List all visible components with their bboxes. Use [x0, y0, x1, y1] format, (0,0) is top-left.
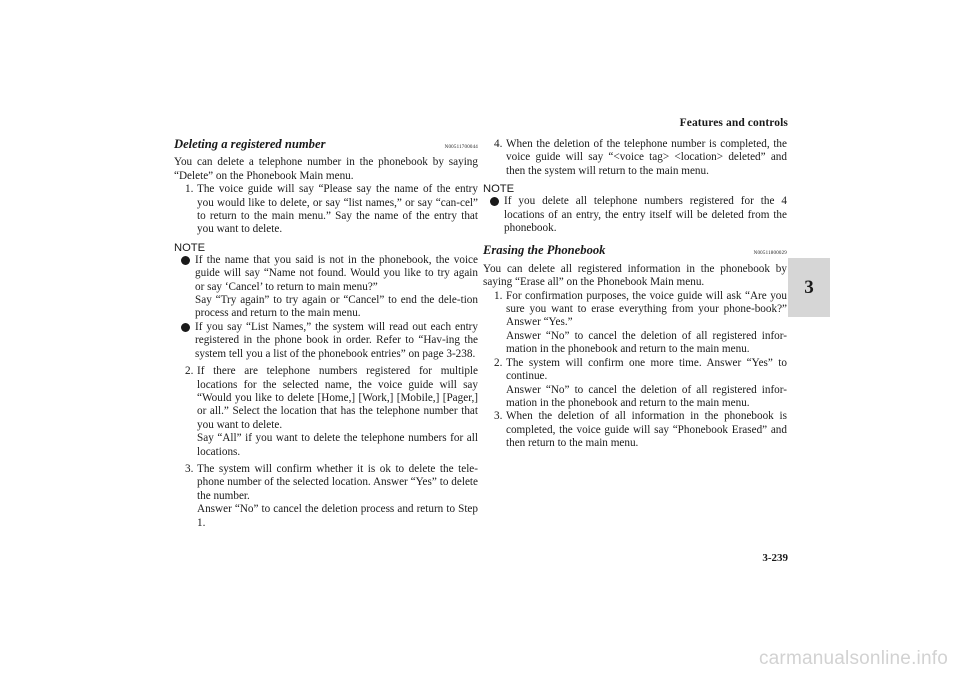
- right-column: [483, 138, 787, 451]
- bullet-icon: [181, 256, 190, 265]
- section-code: N00511800029: [753, 251, 787, 257]
- section-code: N00511700044: [444, 145, 478, 150]
- step-item: 3. The system will confirm whether it is ok to delete the tele-phone number of the selected location. Answer “Yes” to delete the number. Answer “No” to cancel the deletion process and return to Step 1.: [185, 462, 478, 529]
- bullet-icon: [490, 197, 499, 206]
- section-title: Erasing the Phonebook: [483, 243, 606, 258]
- step-item: 2. If there are telephone numbers registered for multiple locations for the selected name, the voice guide will say “Would you like to delete [Home,] [Work,] [Mobile,] [Pager,] or all.” Select the location that has the telephone number that you want to delete. Say “All” if you want to delete the telephone numbers for all locations.: [185, 365, 478, 458]
- section-heading-deleting: [174, 138, 478, 154]
- note-bullet: If you delete all telephone numbers registered for the 4 locations of an entry, the entry itself will be deleted from the phonebook.: [483, 195, 787, 235]
- section-intro: You can delete all registered information in the phonebook by saying “Erase all” on the Phonebook Main menu.: [483, 262, 787, 289]
- page-number: 3-239: [762, 552, 788, 564]
- section-title: Deleting a registered number: [174, 137, 326, 151]
- step-item: 4. When the deletion of the telephone number is completed, the voice guide will say “<voice tag> <location> deleted” and then the system will return to the main menu.: [494, 138, 787, 177]
- page-header-title: Features and controls: [679, 117, 788, 129]
- step-item: 1. For confirmation purposes, the voice guide will ask “Are you sure you want to erase everything from your phone-book?” Answer “Yes.” Answer “No” to cancel the deletion of all registered infor-mation in the phonebook and return to the main menu.: [494, 289, 787, 356]
- step-item: 1. The voice guide will say “Please say the name of the entry you would like to delete, or say “list names,” or say “can-cel” to return to the main menu.” Say the name of the entry that you want to delete.: [185, 183, 478, 236]
- bullet-icon: [181, 323, 190, 332]
- note-label: NOTE: [174, 241, 206, 254]
- note-bullet: If you say “List Names,” the system will read out each entry registered in the phone book in order. Refer to “Hav-ing the system tell you a list of the phonebook entries” on page 3-238.: [174, 321, 478, 361]
- note-bullet: If the name that you said is not in the phonebook, the voice guide will say “Name not found. Would you like to try again or say ‘Cancel’ to return to main menu?” Say “Try again” to try again or “Cancel” to end the dele-tion process and return to the main menu.: [174, 254, 478, 321]
- step-item: 2. The system will confirm one more time. Answer “Yes” to continue. Answer “No” to cancel the deletion of all registered infor-mation in the phonebook and return to the main menu.: [494, 356, 787, 409]
- note-label: NOTE: [483, 183, 515, 196]
- watermark: carmanualsonline.info: [758, 648, 948, 669]
- section-intro: You can delete a telephone number in the phonebook by saying “Delete” on the Phonebook Main menu.: [174, 156, 478, 182]
- section-heading-erasing: [483, 244, 787, 260]
- left-column: [174, 138, 478, 530]
- step-item: 3. When the deletion of all information in the phonebook is completed, the voice guide will say “Phonebook Erased” and then return to the main menu.: [494, 410, 787, 450]
- chapter-tab: 3: [788, 258, 830, 317]
